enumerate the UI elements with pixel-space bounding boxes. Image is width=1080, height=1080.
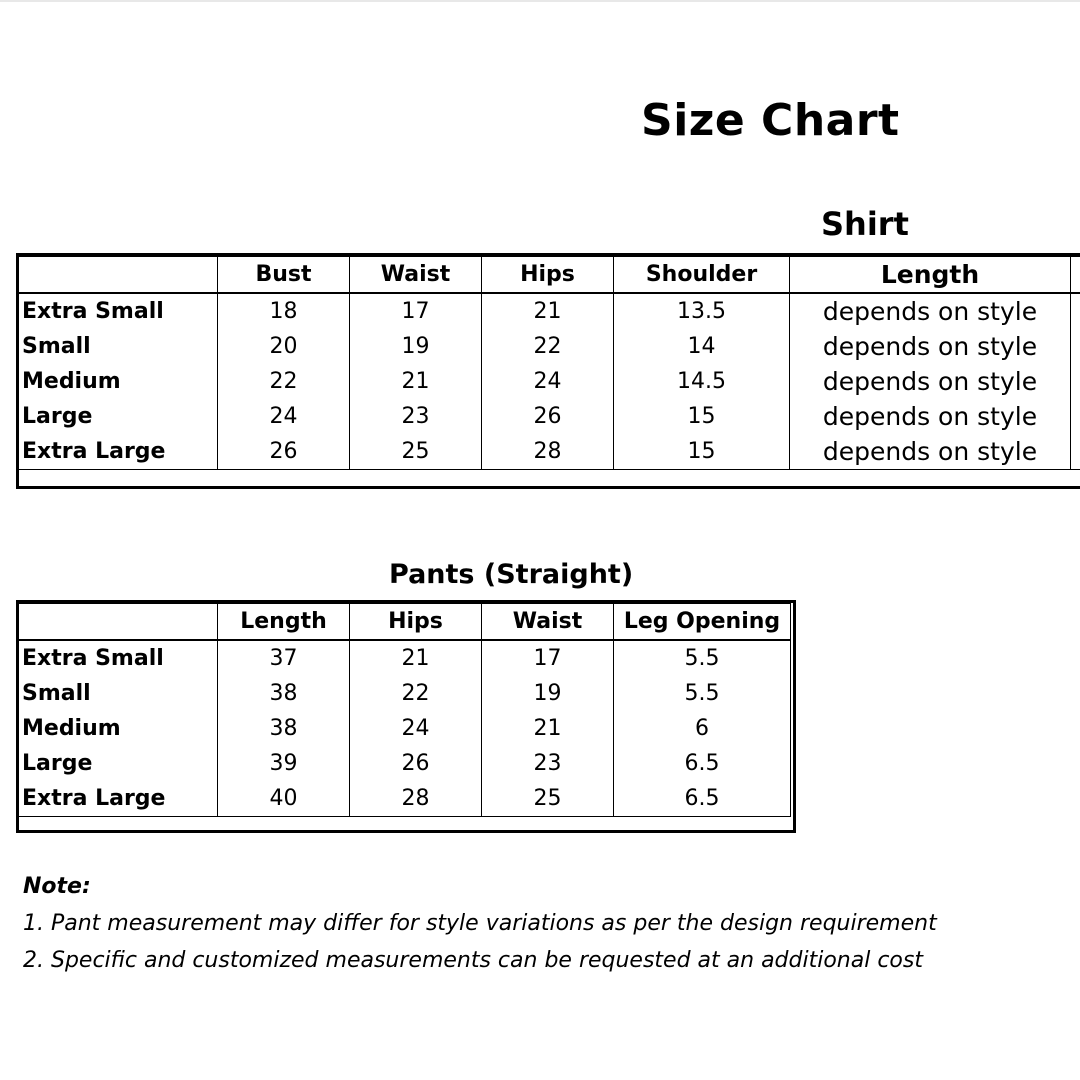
pants-header-waist: Waist bbox=[482, 604, 614, 641]
table-cell: 17 bbox=[482, 640, 614, 676]
note-line: 2. Specific and customized measurements can be requested at an additional cost bbox=[23, 948, 923, 973]
shirt-size-table bbox=[18, 256, 1080, 470]
table-cell: 13.5 bbox=[614, 293, 790, 329]
table-cell: 22 bbox=[350, 676, 482, 711]
shirt-header-hips: Hips bbox=[482, 257, 614, 294]
table-cell: 38 bbox=[218, 676, 350, 711]
table-row bbox=[19, 746, 791, 781]
table-row bbox=[19, 676, 791, 711]
table-cell: 26 bbox=[350, 746, 482, 781]
shirt-extra-cell bbox=[1071, 329, 1080, 364]
shirt-header-waist: Waist bbox=[350, 257, 482, 294]
size-label: Large bbox=[19, 399, 218, 434]
table-cell: depends on style bbox=[790, 293, 1071, 329]
table-cell: 26 bbox=[482, 399, 614, 434]
pants-header-row bbox=[19, 604, 791, 641]
size-label: Extra Large bbox=[19, 434, 218, 470]
pants-header-leg-opening: Leg Opening bbox=[614, 604, 791, 641]
pants-header-length: Length bbox=[218, 604, 350, 641]
pants-header-size bbox=[19, 604, 218, 641]
pants-size-table bbox=[18, 603, 791, 817]
table-cell: 26 bbox=[218, 434, 350, 470]
shirt-extra-cell bbox=[1071, 257, 1080, 294]
table-cell: 21 bbox=[482, 293, 614, 329]
table-cell: 38 bbox=[218, 711, 350, 746]
table-cell: 18 bbox=[218, 293, 350, 329]
shirt-header-bust: Bust bbox=[218, 257, 350, 294]
table-cell: 25 bbox=[350, 434, 482, 470]
top-border bbox=[0, 0, 1080, 2]
table-row bbox=[19, 434, 1080, 470]
pants-header-hips: Hips bbox=[350, 604, 482, 641]
table-cell: 24 bbox=[482, 364, 614, 399]
table-cell: 21 bbox=[350, 640, 482, 676]
table-row bbox=[19, 329, 1080, 364]
table-cell: depends on style bbox=[790, 329, 1071, 364]
table-cell: 15 bbox=[614, 434, 790, 470]
size-label: Small bbox=[19, 676, 218, 711]
shirt-extra-cell bbox=[1071, 364, 1080, 399]
table-row bbox=[19, 364, 1080, 399]
table-cell: 28 bbox=[482, 434, 614, 470]
table-cell: 6 bbox=[614, 711, 791, 746]
table-cell: 20 bbox=[218, 329, 350, 364]
table-row bbox=[19, 711, 791, 746]
table-row bbox=[19, 781, 791, 817]
table-cell: 5.5 bbox=[614, 676, 791, 711]
table-cell: 5.5 bbox=[614, 640, 791, 676]
table-row bbox=[19, 293, 1080, 329]
shirt-header-length: Length bbox=[790, 257, 1071, 294]
table-cell: 37 bbox=[218, 640, 350, 676]
shirt-extra-cell bbox=[1071, 399, 1080, 434]
table-cell: 14.5 bbox=[614, 364, 790, 399]
size-label: Small bbox=[19, 329, 218, 364]
page-title: Size Chart bbox=[641, 95, 900, 146]
table-cell: 14 bbox=[614, 329, 790, 364]
shirt-extra-cell bbox=[1071, 434, 1080, 470]
note-block bbox=[23, 868, 937, 979]
table-cell: 23 bbox=[350, 399, 482, 434]
table-cell: 17 bbox=[350, 293, 482, 329]
table-row bbox=[19, 399, 1080, 434]
note-line: 1. Pant measurement may differ for style variations as per the design requirement bbox=[23, 911, 937, 936]
shirt-header-shoulder: Shoulder bbox=[614, 257, 790, 294]
table-cell: 40 bbox=[218, 781, 350, 817]
size-label: Extra Small bbox=[19, 293, 218, 329]
table-cell: 6.5 bbox=[614, 746, 791, 781]
table-cell: 24 bbox=[218, 399, 350, 434]
table-cell: 28 bbox=[350, 781, 482, 817]
shirt-header-row bbox=[19, 257, 1080, 294]
table-cell: 21 bbox=[350, 364, 482, 399]
table-cell: 23 bbox=[482, 746, 614, 781]
table-cell: 19 bbox=[482, 676, 614, 711]
shirt-section-title: Shirt bbox=[821, 205, 909, 243]
pants-section-title: Pants (Straight) bbox=[389, 559, 634, 590]
table-cell: 39 bbox=[218, 746, 350, 781]
table-cell: depends on style bbox=[790, 364, 1071, 399]
table-row bbox=[19, 640, 791, 676]
table-cell: 6.5 bbox=[614, 781, 791, 817]
table-cell: 24 bbox=[350, 711, 482, 746]
shirt-extra-cell bbox=[1071, 293, 1080, 329]
table-cell: 25 bbox=[482, 781, 614, 817]
table-cell: depends on style bbox=[790, 399, 1071, 434]
table-cell: 22 bbox=[218, 364, 350, 399]
table-cell: depends on style bbox=[790, 434, 1071, 470]
size-label: Medium bbox=[19, 711, 218, 746]
note-title: Note: bbox=[23, 874, 91, 899]
shirt-header-size bbox=[19, 257, 218, 294]
table-cell: 21 bbox=[482, 711, 614, 746]
size-label: Extra Small bbox=[19, 640, 218, 676]
size-label: Medium bbox=[19, 364, 218, 399]
size-label: Large bbox=[19, 746, 218, 781]
table-cell: 22 bbox=[482, 329, 614, 364]
size-label: Extra Large bbox=[19, 781, 218, 817]
table-cell: 19 bbox=[350, 329, 482, 364]
table-cell: 15 bbox=[614, 399, 790, 434]
